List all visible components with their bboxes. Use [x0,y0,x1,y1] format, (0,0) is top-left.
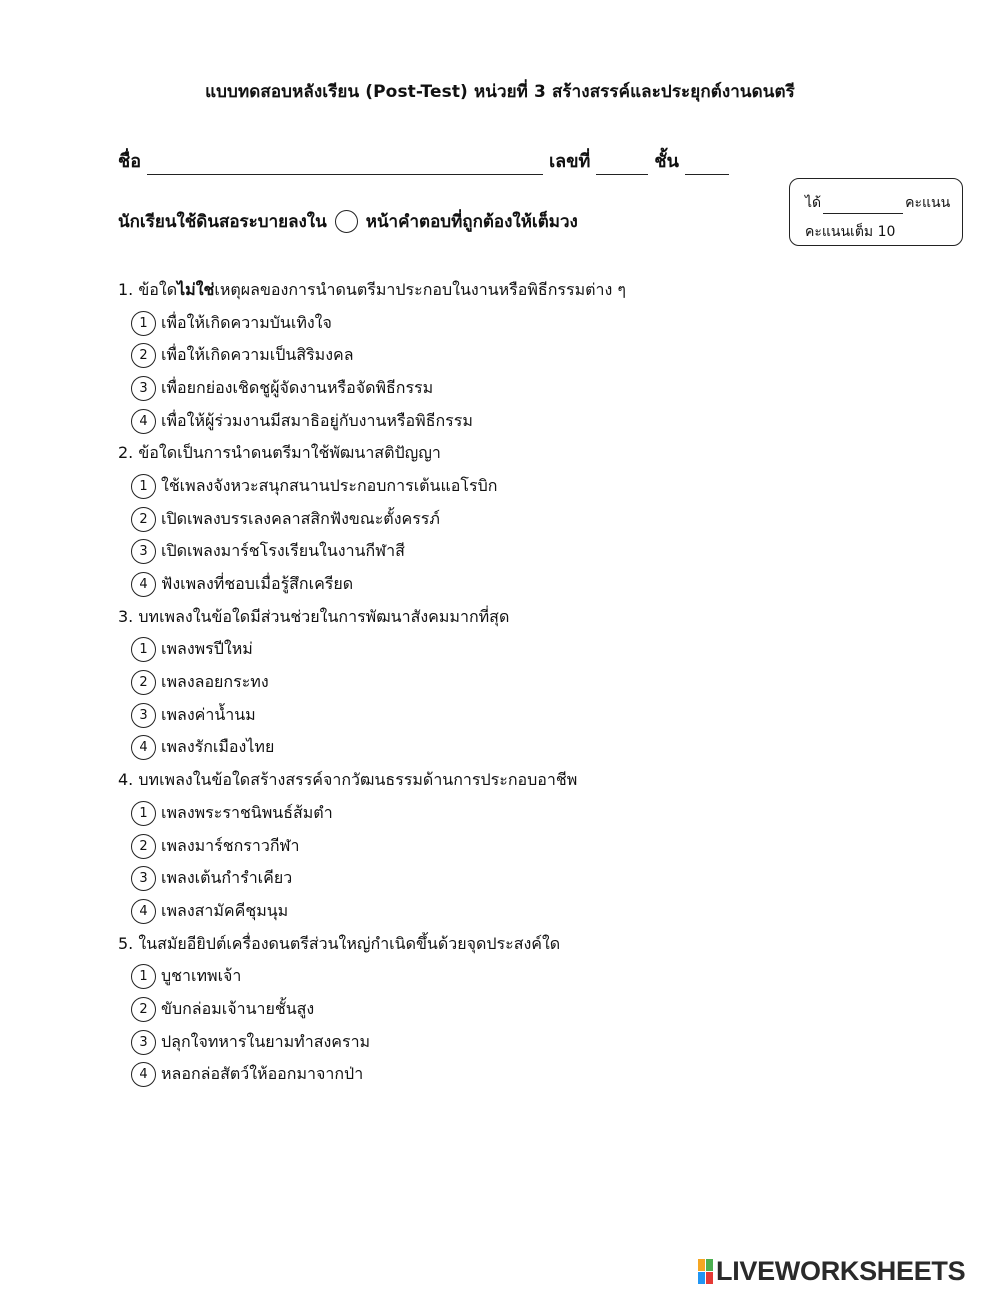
answer-bubble[interactable]: 2 [131,343,156,368]
question-number: 5. [118,933,134,953]
answer-option[interactable] [118,862,878,895]
question-text: ในสมัยอียิปต์เครื่องดนตรีส่วนใหญ่กำเนิดขึ้นด้วยจุดประสงค์ใด [138,933,561,953]
number-label: เลขที่ [549,151,591,172]
question-text-rest: เหตุผลของการนำดนตรีมาประกอบในงานหรือพิธีกรรมต่าง ๆ [214,280,626,299]
instruction-text-after: หน้าคำตอบที่ถูกต้องให้เต็มวง [365,212,578,232]
answer-option[interactable] [118,830,878,863]
answer-text: เพลงเต้นกำรำเคียว [161,868,293,888]
logo-blocks-icon [698,1259,713,1284]
answer-option[interactable] [118,339,878,372]
answer-option[interactable] [118,568,878,601]
instruction-text-before: นักเรียนใช้ดินสอระบายลงใน [118,212,327,232]
logo-text: LIVEWORKSHEETS [716,1256,966,1286]
answer-bubble[interactable]: 4 [131,735,156,760]
answer-text: เพื่อให้ผู้ร่วมงานมีสมาธิอยู่กับงานหรือพิธีกรรม [161,410,473,430]
answer-text: เพลงรักเมืองไทย [161,737,275,757]
full-score-text: คะแนนเต็ม 10 [805,224,896,240]
question-2 [118,437,878,470]
question-text: บทเพลงในข้อใดสร้างสรรค์จากวัฒนธรรมด้านการประกอบอาชีพ [138,770,578,790]
answer-text: เพลงพรปีใหม่ [161,639,253,659]
answer-text: หลอกล่อสัตว์ให้ออกมาจากป่า [161,1064,364,1084]
answer-bubble[interactable]: 4 [131,899,156,924]
answer-text: บูชาเทพเจ้า [161,966,242,986]
answer-bubble[interactable]: 2 [131,670,156,695]
class-label: ชั้น [654,151,679,172]
name-blank[interactable] [147,158,543,175]
answer-bubble[interactable]: 2 [131,834,156,859]
answer-bubble[interactable]: 4 [131,1062,156,1087]
answer-text: เพลงพระราชนิพนธ์ส้มตำ [161,802,333,822]
name-label: ชื่อ [118,151,142,172]
student-info-line [118,146,735,175]
answer-option[interactable] [118,666,878,699]
answer-bubble[interactable]: 2 [131,507,156,532]
answer-bubble[interactable]: 1 [131,964,156,989]
answer-text: เพลงค่าน้ำนม [161,704,256,724]
worksheet-title: แบบทดสอบหลังเรียน (Post-Test) หน่วยที่ 3 สร้างสรรค์และประยุกต์งานดนตรี [205,82,795,102]
answer-text: เพลงสามัคคีชุมนุม [161,900,289,920]
answer-option[interactable] [118,503,878,536]
answer-option[interactable] [118,960,878,993]
answer-bubble[interactable]: 3 [131,539,156,564]
question-text: บทเพลงในข้อใดมีส่วนช่วยในการพัฒนาสังคมมากที่สุด [138,606,510,626]
answer-option[interactable] [118,797,878,830]
answer-text: เพื่อยกย่องเชิดชูผู้จัดงานหรือจัดพิธีกรรม [161,377,434,397]
answer-option[interactable] [118,699,878,732]
answer-option[interactable] [118,634,878,667]
question-number: 4. [118,770,134,790]
question-number: 3. [118,606,134,626]
answer-option[interactable] [118,536,878,569]
answer-option[interactable] [118,895,878,928]
answer-text: เปิดเพลงบรรเลงคลาสสิกฟังขณะตั้งครรภ์ [161,508,440,528]
answer-option[interactable] [118,470,878,503]
number-blank[interactable] [596,158,648,175]
answer-bubble[interactable]: 3 [131,703,156,728]
answer-option[interactable] [118,732,878,765]
question-text: ข้อใดเป็นการนำดนตรีมาใช้พัฒนาสติปัญญา [138,443,441,463]
answer-bubble[interactable]: 1 [131,637,156,662]
answer-text: ฟังเพลงที่ชอบเมื่อรู้สึกเครียด [161,574,354,594]
instruction [118,208,578,235]
score-points-label: คะแนน [905,195,951,211]
question-5 [118,928,878,961]
class-blank[interactable] [685,158,729,175]
answer-bubble[interactable]: 4 [131,409,156,434]
answer-option[interactable] [118,307,878,340]
answer-option[interactable] [118,372,878,405]
answer-bubble[interactable]: 3 [131,376,156,401]
answer-text: ปลุกใจทหารในยามทำสงคราม [161,1031,371,1051]
answer-option[interactable] [118,1059,878,1092]
answer-option[interactable] [118,993,878,1026]
answer-bubble[interactable]: 1 [131,801,156,826]
answer-bubble[interactable]: 1 [131,311,156,336]
answer-bubble[interactable]: 4 [131,572,156,597]
answer-text: เพื่อให้เกิดความบันเทิงใจ [161,312,332,332]
liveworksheets-logo [698,1256,965,1287]
question-number: 2. [118,443,134,463]
answer-text: ใช้เพลงจังหวะสนุกสนานประกอบการเต้นแอโรบิก [161,475,498,495]
answer-text: เพลงมาร์ชกราวกีฬา [161,835,300,855]
question-text: ข้อใด [138,280,178,299]
answer-option[interactable] [118,405,878,438]
score-box [789,178,963,246]
score-got-label: ได้ [805,195,822,211]
answer-bubble[interactable]: 1 [131,474,156,499]
question-3 [118,601,878,634]
question-4 [118,764,878,797]
score-blank[interactable] [823,199,903,214]
answer-option[interactable] [118,1026,878,1059]
answer-text: เปิดเพลงมาร์ชโรงเรียนในงานกีฬาสี [161,541,405,561]
answer-bubble[interactable]: 3 [131,1030,156,1055]
question-number: 1. [118,280,134,299]
question-list [118,274,878,1091]
question-text-emphasis: ไม่ใช่ [177,280,215,299]
answer-text: เพลงลอยกระทง [161,672,269,692]
question-1 [118,274,878,307]
answer-bubble[interactable]: 2 [131,997,156,1022]
circle-icon [335,210,358,233]
answer-text: ขับกล่อมเจ้านายชั้นสูง [161,998,315,1018]
answer-bubble[interactable]: 3 [131,866,156,891]
answer-text: เพื่อให้เกิดความเป็นสิริมงคล [161,345,354,365]
